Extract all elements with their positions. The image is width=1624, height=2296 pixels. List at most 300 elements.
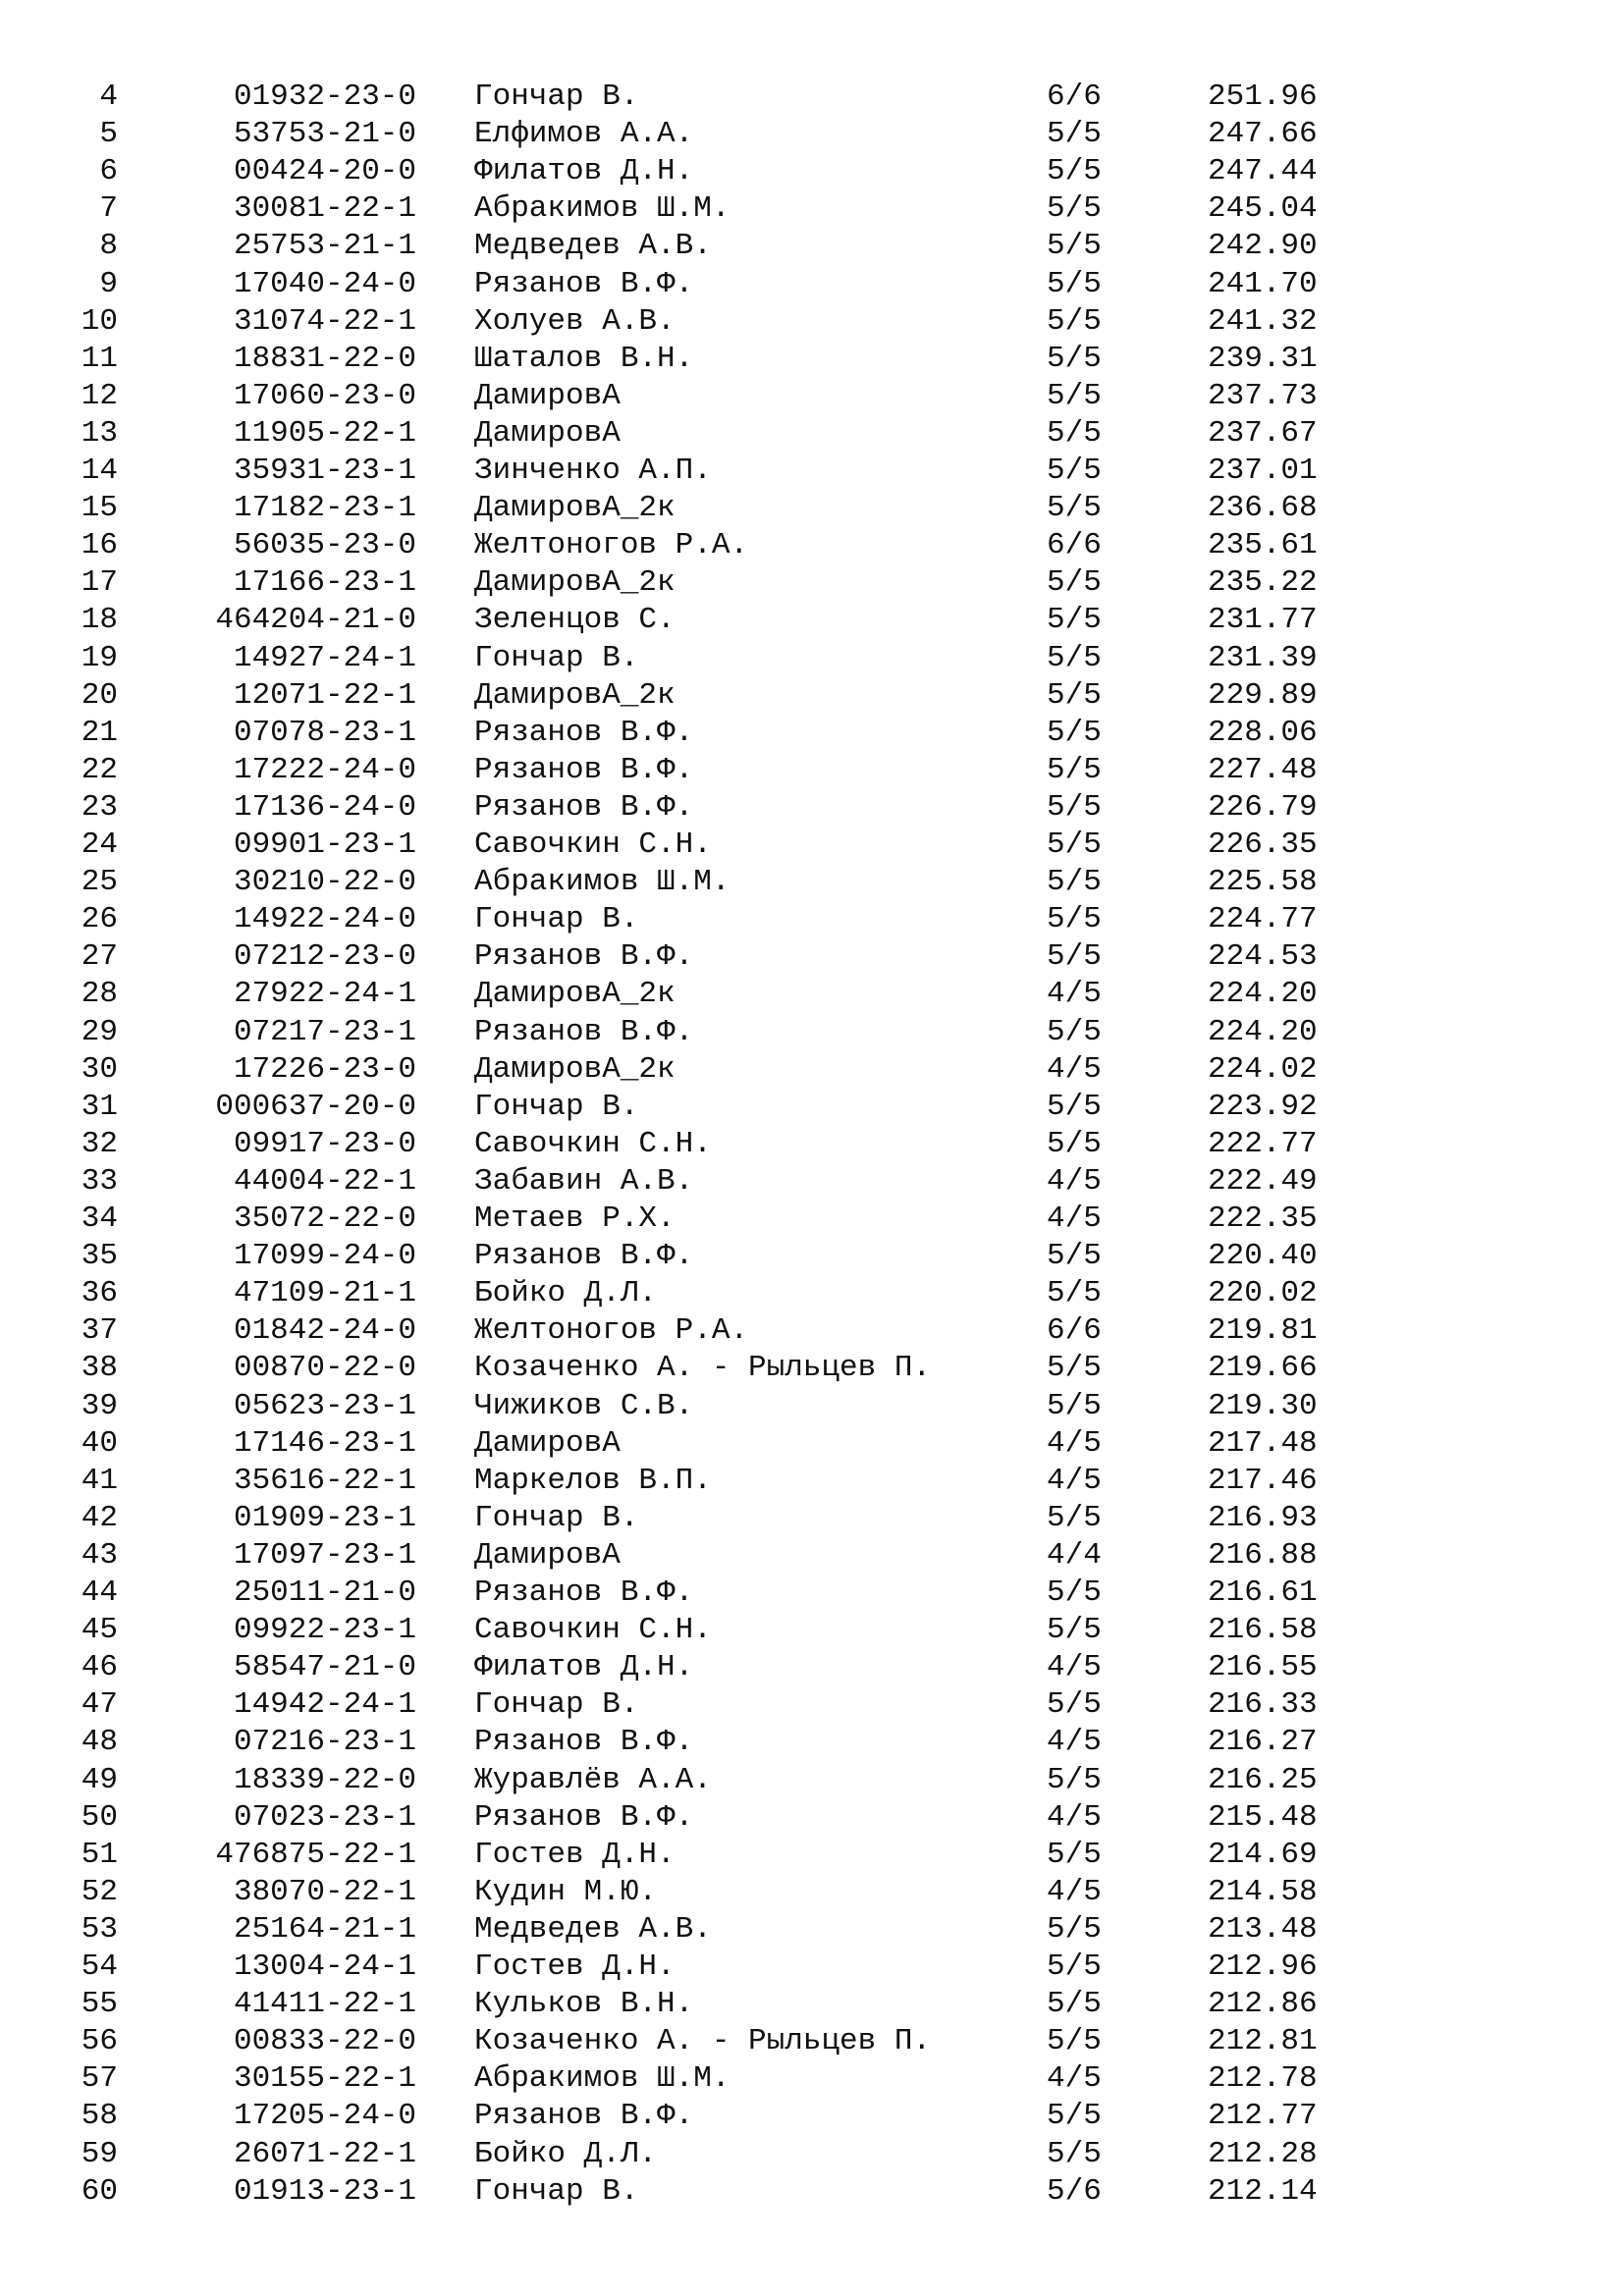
- owner-cell: Зеленцов С.: [474, 603, 676, 638]
- place-cell: 13: [81, 415, 118, 451]
- arrived-ratio-cell: 4/5: [1047, 1051, 1102, 1087]
- table-row: [0, 1463, 1624, 1500]
- place-cell: 47: [81, 1687, 118, 1723]
- speed-cell: 227.48: [1208, 752, 1318, 787]
- speed-cell: 231.39: [1208, 640, 1318, 675]
- place-cell: 5: [99, 117, 118, 152]
- place-cell: 15: [81, 491, 118, 526]
- arrived-ratio-cell: 5/5: [1047, 1762, 1102, 1797]
- owner-cell: Гончар В.: [474, 1500, 639, 1535]
- place-cell: 53: [81, 1911, 118, 1947]
- arrived-ratio-cell: 5/5: [1047, 2099, 1102, 2134]
- place-cell: 51: [81, 1837, 118, 1872]
- owner-cell: Козаченко А. - Рыльцев П.: [474, 1351, 932, 1386]
- table-row: [0, 266, 1624, 303]
- table-row: [0, 1949, 1624, 1986]
- speed-cell: 212.77: [1208, 2099, 1318, 2134]
- ring-number-cell: 01913-23-1: [233, 2173, 416, 2209]
- owner-cell: Рязанов В.Ф.: [474, 715, 694, 750]
- owner-cell: ДамировА: [474, 378, 621, 413]
- owner-cell: Рязанов В.Ф.: [474, 789, 694, 825]
- owner-cell: Абракимов Ш.М.: [474, 865, 731, 900]
- ring-number-cell: 17166-23-1: [233, 565, 416, 601]
- place-cell: 40: [81, 1425, 118, 1461]
- speed-cell: 216.55: [1208, 1650, 1318, 1685]
- speed-cell: 219.66: [1208, 1351, 1318, 1386]
- place-cell: 16: [81, 528, 118, 563]
- ring-number-cell: 17097-23-1: [233, 1537, 416, 1573]
- place-cell: 45: [81, 1613, 118, 1648]
- speed-cell: 247.44: [1208, 154, 1318, 189]
- arrived-ratio-cell: 4/5: [1047, 1874, 1102, 1909]
- place-cell: 56: [81, 2024, 118, 2059]
- ring-number-cell: 07078-23-1: [233, 715, 416, 750]
- arrived-ratio-cell: 5/5: [1047, 1837, 1102, 1872]
- owner-cell: Гончар В.: [474, 2173, 639, 2209]
- ring-number-cell: 09922-23-1: [233, 1613, 416, 1648]
- owner-cell: Шаталов В.Н.: [474, 341, 694, 376]
- place-cell: 22: [81, 752, 118, 787]
- speed-cell: 217.48: [1208, 1425, 1318, 1461]
- arrived-ratio-cell: 4/5: [1047, 1650, 1102, 1685]
- owner-cell: Козаченко А. - Рыльцев П.: [474, 2024, 932, 2059]
- owner-cell: Рязанов В.Ф.: [474, 939, 694, 975]
- ring-number-cell: 14942-24-1: [233, 1687, 416, 1723]
- arrived-ratio-cell: 5/5: [1047, 303, 1102, 339]
- speed-cell: 226.79: [1208, 789, 1318, 825]
- table-row: [0, 303, 1624, 341]
- owner-cell: Кудин М.Ю.: [474, 1874, 658, 1909]
- place-cell: 49: [81, 1762, 118, 1797]
- table-row: [0, 190, 1624, 228]
- speed-cell: 212.81: [1208, 2024, 1318, 2059]
- place-cell: 50: [81, 1799, 118, 1835]
- ring-number-cell: 25011-21-0: [233, 1575, 416, 1610]
- owner-cell: Чижиков С.В.: [474, 1388, 694, 1423]
- owner-cell: Абракимов Ш.М.: [474, 191, 731, 227]
- speed-cell: 235.22: [1208, 565, 1318, 601]
- owner-cell: ДамировА_2к: [474, 491, 676, 526]
- ring-number-cell: 07217-23-1: [233, 1014, 416, 1049]
- ring-number-cell: 00424-20-0: [233, 154, 416, 189]
- ring-number-cell: 01909-23-1: [233, 1500, 416, 1535]
- ring-number-cell: 09901-23-1: [233, 828, 416, 862]
- owner-cell: ДамировА: [474, 415, 621, 451]
- owner-cell: Журавлёв А.А.: [474, 1762, 712, 1797]
- place-cell: 48: [81, 1725, 118, 1760]
- speed-cell: 224.20: [1208, 1014, 1318, 1049]
- arrived-ratio-cell: 4/5: [1047, 2061, 1102, 2097]
- owner-cell: Зинченко А.П.: [474, 454, 712, 488]
- table-row: [0, 1388, 1624, 1425]
- table-row: [0, 976, 1624, 1013]
- ring-number-cell: 11905-22-1: [233, 415, 416, 451]
- table-row: [0, 1837, 1624, 1874]
- arrived-ratio-cell: 5/5: [1047, 939, 1102, 975]
- place-cell: 38: [81, 1351, 118, 1386]
- place-cell: 4: [99, 80, 118, 114]
- arrived-ratio-cell: 5/5: [1047, 229, 1102, 264]
- arrived-ratio-cell: 4/5: [1047, 1463, 1102, 1498]
- place-cell: 59: [81, 2136, 118, 2171]
- arrived-ratio-cell: 5/5: [1047, 266, 1102, 301]
- owner-cell: Филатов Д.Н.: [474, 154, 694, 189]
- speed-cell: 212.78: [1208, 2061, 1318, 2097]
- ring-number-cell: 17222-24-0: [233, 752, 416, 787]
- place-cell: 33: [81, 1163, 118, 1199]
- place-cell: 42: [81, 1500, 118, 1535]
- place-cell: 17: [81, 565, 118, 601]
- ring-number-cell: 31074-22-1: [233, 303, 416, 339]
- place-cell: 18: [81, 603, 118, 638]
- ring-number-cell: 00833-22-0: [233, 2024, 416, 2059]
- place-cell: 10: [81, 303, 118, 339]
- ring-number-cell: 17099-24-0: [233, 1239, 416, 1274]
- ring-number-cell: 30155-22-1: [233, 2061, 416, 2097]
- place-cell: 32: [81, 1126, 118, 1161]
- table-row: [0, 453, 1624, 490]
- arrived-ratio-cell: 5/5: [1047, 715, 1102, 750]
- owner-cell: Рязанов В.Ф.: [474, 266, 694, 301]
- ring-number-cell: 56035-23-0: [233, 528, 416, 563]
- owner-cell: Рязанов В.Ф.: [474, 1014, 694, 1049]
- arrived-ratio-cell: 5/5: [1047, 865, 1102, 900]
- ring-number-cell: 25164-21-1: [233, 1911, 416, 1947]
- place-cell: 55: [81, 1987, 118, 2022]
- table-row: [0, 490, 1624, 527]
- speed-cell: 214.69: [1208, 1837, 1318, 1872]
- ring-number-cell: 35072-22-0: [233, 1201, 416, 1236]
- owner-cell: Гончар В.: [474, 902, 639, 937]
- owner-cell: Рязанов В.Ф.: [474, 2099, 694, 2134]
- ring-number-cell: 07212-23-0: [233, 939, 416, 975]
- table-row: [0, 1089, 1624, 1126]
- place-cell: 35: [81, 1239, 118, 1274]
- table-row: [0, 1649, 1624, 1686]
- table-row: [0, 677, 1624, 715]
- place-cell: 46: [81, 1650, 118, 1685]
- ring-number-cell: 14927-24-1: [233, 640, 416, 675]
- speed-cell: 225.58: [1208, 865, 1318, 900]
- speed-cell: 237.01: [1208, 454, 1318, 488]
- arrived-ratio-cell: 5/5: [1047, 1575, 1102, 1610]
- speed-cell: 212.86: [1208, 1987, 1318, 2022]
- speed-cell: 224.53: [1208, 939, 1318, 975]
- table-row: [0, 864, 1624, 901]
- ring-number-cell: 30210-22-0: [233, 865, 416, 900]
- table-row: [0, 1051, 1624, 1089]
- place-cell: 43: [81, 1537, 118, 1573]
- speed-cell: 247.66: [1208, 117, 1318, 152]
- place-cell: 58: [81, 2099, 118, 2134]
- speed-cell: 222.35: [1208, 1201, 1318, 1236]
- speed-cell: 224.20: [1208, 977, 1318, 1012]
- ring-number-cell: 38070-22-1: [233, 1874, 416, 1909]
- owner-cell: Филатов Д.Н.: [474, 1650, 694, 1685]
- arrived-ratio-cell: 5/6: [1047, 2173, 1102, 2209]
- table-row: [0, 827, 1624, 864]
- place-cell: 26: [81, 902, 118, 937]
- arrived-ratio-cell: 5/5: [1047, 491, 1102, 526]
- arrived-ratio-cell: 5/5: [1047, 1987, 1102, 2022]
- place-cell: 39: [81, 1388, 118, 1423]
- owner-cell: Метаев Р.Х.: [474, 1201, 676, 1236]
- owner-cell: Гостев Д.Н.: [474, 1837, 676, 1872]
- ring-number-cell: 53753-21-0: [233, 117, 416, 152]
- table-row: [0, 1762, 1624, 1799]
- ring-number-cell: 000637-20-0: [215, 1089, 416, 1124]
- arrived-ratio-cell: 6/6: [1047, 528, 1102, 563]
- speed-cell: 212.28: [1208, 2136, 1318, 2171]
- ring-number-cell: 17060-23-0: [233, 378, 416, 413]
- owner-cell: Забавин А.В.: [474, 1163, 694, 1199]
- table-row: [0, 1686, 1624, 1724]
- arrived-ratio-cell: 5/5: [1047, 1388, 1102, 1423]
- speed-cell: 236.68: [1208, 491, 1318, 526]
- arrived-ratio-cell: 5/5: [1047, 454, 1102, 488]
- arrived-ratio-cell: 5/5: [1047, 902, 1102, 937]
- speed-cell: 241.70: [1208, 266, 1318, 301]
- ring-number-cell: 44004-22-1: [233, 1163, 416, 1199]
- table-row: [0, 1126, 1624, 1163]
- ring-number-cell: 47109-21-1: [233, 1276, 416, 1311]
- place-cell: 19: [81, 640, 118, 675]
- owner-cell: ДамировА: [474, 1425, 621, 1461]
- place-cell: 20: [81, 677, 118, 713]
- owner-cell: Елфимов А.А.: [474, 117, 694, 152]
- table-row: [0, 79, 1624, 116]
- ring-number-cell: 17205-24-0: [233, 2099, 416, 2134]
- table-row: [0, 715, 1624, 752]
- speed-cell: 226.35: [1208, 828, 1318, 862]
- speed-cell: 231.77: [1208, 603, 1318, 638]
- arrived-ratio-cell: 5/5: [1047, 191, 1102, 227]
- ring-number-cell: 41411-22-1: [233, 1987, 416, 2022]
- arrived-ratio-cell: 4/5: [1047, 1163, 1102, 1199]
- arrived-ratio-cell: 6/6: [1047, 1313, 1102, 1349]
- table-row: [0, 1799, 1624, 1837]
- table-row: [0, 1612, 1624, 1649]
- ring-number-cell: 05623-23-1: [233, 1388, 416, 1423]
- place-cell: 14: [81, 454, 118, 488]
- ring-number-cell: 58547-21-0: [233, 1650, 416, 1685]
- ring-number-cell: 07023-23-1: [233, 1799, 416, 1835]
- place-cell: 36: [81, 1276, 118, 1311]
- arrived-ratio-cell: 4/5: [1047, 1799, 1102, 1835]
- ring-number-cell: 17040-24-0: [233, 266, 416, 301]
- speed-cell: 214.58: [1208, 1874, 1318, 1909]
- ring-number-cell: 476875-22-1: [215, 1837, 416, 1872]
- arrived-ratio-cell: 5/5: [1047, 2136, 1102, 2171]
- table-row: [0, 1238, 1624, 1275]
- speed-cell: 237.67: [1208, 415, 1318, 451]
- arrived-ratio-cell: 5/5: [1047, 640, 1102, 675]
- ring-number-cell: 464204-21-0: [215, 603, 416, 638]
- table-row: [0, 415, 1624, 453]
- ring-number-cell: 26071-22-1: [233, 2136, 416, 2171]
- place-cell: 41: [81, 1463, 118, 1498]
- table-row: [0, 640, 1624, 677]
- place-cell: 21: [81, 715, 118, 750]
- ring-number-cell: 25753-21-1: [233, 229, 416, 264]
- speed-cell: 242.90: [1208, 229, 1318, 264]
- arrived-ratio-cell: 5/5: [1047, 1276, 1102, 1311]
- table-row: [0, 2098, 1624, 2135]
- ring-number-cell: 09917-23-0: [233, 1126, 416, 1161]
- ring-number-cell: 17182-23-1: [233, 491, 416, 526]
- arrived-ratio-cell: 5/5: [1047, 2024, 1102, 2059]
- table-row: [0, 1201, 1624, 1238]
- arrived-ratio-cell: 5/5: [1047, 117, 1102, 152]
- place-cell: 30: [81, 1051, 118, 1087]
- table-row: [0, 1874, 1624, 1911]
- speed-cell: 216.61: [1208, 1575, 1318, 1610]
- table-row: [0, 2060, 1624, 2098]
- owner-cell: Гончар В.: [474, 80, 639, 114]
- ring-number-cell: 18339-22-0: [233, 1762, 416, 1797]
- place-cell: 28: [81, 977, 118, 1012]
- ring-number-cell: 35931-23-1: [233, 454, 416, 488]
- speed-cell: 235.61: [1208, 528, 1318, 563]
- owner-cell: Гончар В.: [474, 1089, 639, 1124]
- table-row: [0, 1163, 1624, 1201]
- place-cell: 54: [81, 1949, 118, 1984]
- place-cell: 29: [81, 1014, 118, 1049]
- ring-number-cell: 17226-23-0: [233, 1051, 416, 1087]
- owner-cell: Абракимов Ш.М.: [474, 2061, 731, 2097]
- arrived-ratio-cell: 5/5: [1047, 1351, 1102, 1386]
- speed-cell: 216.93: [1208, 1500, 1318, 1535]
- place-cell: 7: [99, 191, 118, 227]
- place-cell: 9: [99, 266, 118, 301]
- owner-cell: Рязанов В.Ф.: [474, 1799, 694, 1835]
- arrived-ratio-cell: 5/5: [1047, 603, 1102, 638]
- arrived-ratio-cell: 5/5: [1047, 378, 1102, 413]
- place-cell: 52: [81, 1874, 118, 1909]
- table-row: [0, 1537, 1624, 1575]
- table-row: [0, 2023, 1624, 2060]
- place-cell: 34: [81, 1201, 118, 1236]
- owner-cell: Гостев Д.Н.: [474, 1949, 676, 1984]
- arrived-ratio-cell: 5/5: [1047, 1687, 1102, 1723]
- table-row: [0, 1724, 1624, 1761]
- speed-cell: 216.88: [1208, 1537, 1318, 1573]
- arrived-ratio-cell: 5/5: [1047, 677, 1102, 713]
- owner-cell: Желтоногов Р.А.: [474, 528, 749, 563]
- speed-cell: 224.02: [1208, 1051, 1318, 1087]
- arrived-ratio-cell: 5/5: [1047, 789, 1102, 825]
- owner-cell: ДамировА_2к: [474, 565, 676, 601]
- speed-cell: 215.48: [1208, 1799, 1318, 1835]
- ring-number-cell: 18831-22-0: [233, 341, 416, 376]
- table-row: [0, 789, 1624, 827]
- owner-cell: Савочкин С.Н.: [474, 828, 712, 862]
- speed-cell: 237.73: [1208, 378, 1318, 413]
- owner-cell: Кульков В.Н.: [474, 1987, 694, 2022]
- owner-cell: Савочкин С.Н.: [474, 1613, 712, 1648]
- arrived-ratio-cell: 5/5: [1047, 1126, 1102, 1161]
- ring-number-cell: 01842-24-0: [233, 1313, 416, 1349]
- table-row: [0, 2136, 1624, 2173]
- arrived-ratio-cell: 5/5: [1047, 1911, 1102, 1947]
- arrived-ratio-cell: 5/5: [1047, 154, 1102, 189]
- ring-number-cell: 01932-23-0: [233, 80, 416, 114]
- arrived-ratio-cell: 5/5: [1047, 1239, 1102, 1274]
- owner-cell: Желтоногов Р.А.: [474, 1313, 749, 1349]
- speed-cell: 241.32: [1208, 303, 1318, 339]
- owner-cell: ДамировА_2к: [474, 677, 676, 713]
- arrived-ratio-cell: 4/4: [1047, 1537, 1102, 1573]
- place-cell: 27: [81, 939, 118, 975]
- place-cell: 24: [81, 828, 118, 862]
- ring-number-cell: 35616-22-1: [233, 1463, 416, 1498]
- place-cell: 23: [81, 789, 118, 825]
- owner-cell: Гончар В.: [474, 640, 639, 675]
- speed-cell: 212.96: [1208, 1949, 1318, 1984]
- owner-cell: Бойко Д.Л.: [474, 1276, 658, 1311]
- ring-number-cell: 17136-24-0: [233, 789, 416, 825]
- owner-cell: Савочкин С.Н.: [474, 1126, 712, 1161]
- arrived-ratio-cell: 5/5: [1047, 341, 1102, 376]
- table-row: [0, 341, 1624, 378]
- table-row: [0, 1911, 1624, 1949]
- arrived-ratio-cell: 5/5: [1047, 415, 1102, 451]
- arrived-ratio-cell: 5/5: [1047, 752, 1102, 787]
- ring-number-cell: 13004-24-1: [233, 1949, 416, 1984]
- arrived-ratio-cell: 6/6: [1047, 80, 1102, 114]
- place-cell: 44: [81, 1575, 118, 1610]
- table-row: [0, 901, 1624, 938]
- arrived-ratio-cell: 4/5: [1047, 1725, 1102, 1760]
- table-row: [0, 1425, 1624, 1463]
- speed-cell: 229.89: [1208, 677, 1318, 713]
- table-row: [0, 1014, 1624, 1051]
- speed-cell: 217.46: [1208, 1463, 1318, 1498]
- table-row: [0, 228, 1624, 265]
- ring-number-cell: 14922-24-0: [233, 902, 416, 937]
- table-row: [0, 1350, 1624, 1387]
- table-row: [0, 1275, 1624, 1312]
- owner-cell: Рязанов В.Ф.: [474, 1725, 694, 1760]
- owner-cell: ДамировА: [474, 1537, 621, 1573]
- owner-cell: Рязанов В.Ф.: [474, 752, 694, 787]
- speed-cell: 222.77: [1208, 1126, 1318, 1161]
- owner-cell: ДамировА_2к: [474, 977, 676, 1012]
- place-cell: 60: [81, 2173, 118, 2209]
- owner-cell: Медведев А.В.: [474, 1911, 712, 1947]
- arrived-ratio-cell: 4/5: [1047, 977, 1102, 1012]
- place-cell: 12: [81, 378, 118, 413]
- table-row: [0, 378, 1624, 415]
- owner-cell: Бойко Д.Л.: [474, 2136, 658, 2171]
- speed-cell: 245.04: [1208, 191, 1318, 227]
- arrived-ratio-cell: 4/5: [1047, 1425, 1102, 1461]
- speed-cell: 239.31: [1208, 341, 1318, 376]
- table-row: [0, 1500, 1624, 1537]
- ring-number-cell: 27922-24-1: [233, 977, 416, 1012]
- arrived-ratio-cell: 5/5: [1047, 1089, 1102, 1124]
- table-row: [0, 527, 1624, 564]
- place-cell: 37: [81, 1313, 118, 1349]
- arrived-ratio-cell: 5/5: [1047, 1014, 1102, 1049]
- owner-cell: Рязанов В.Ф.: [474, 1575, 694, 1610]
- ring-number-cell: 12071-22-1: [233, 677, 416, 713]
- speed-cell: 219.30: [1208, 1388, 1318, 1423]
- speed-cell: 222.49: [1208, 1163, 1318, 1199]
- table-row: [0, 2173, 1624, 2211]
- owner-cell: ДамировА_2к: [474, 1051, 676, 1087]
- arrived-ratio-cell: 5/5: [1047, 828, 1102, 862]
